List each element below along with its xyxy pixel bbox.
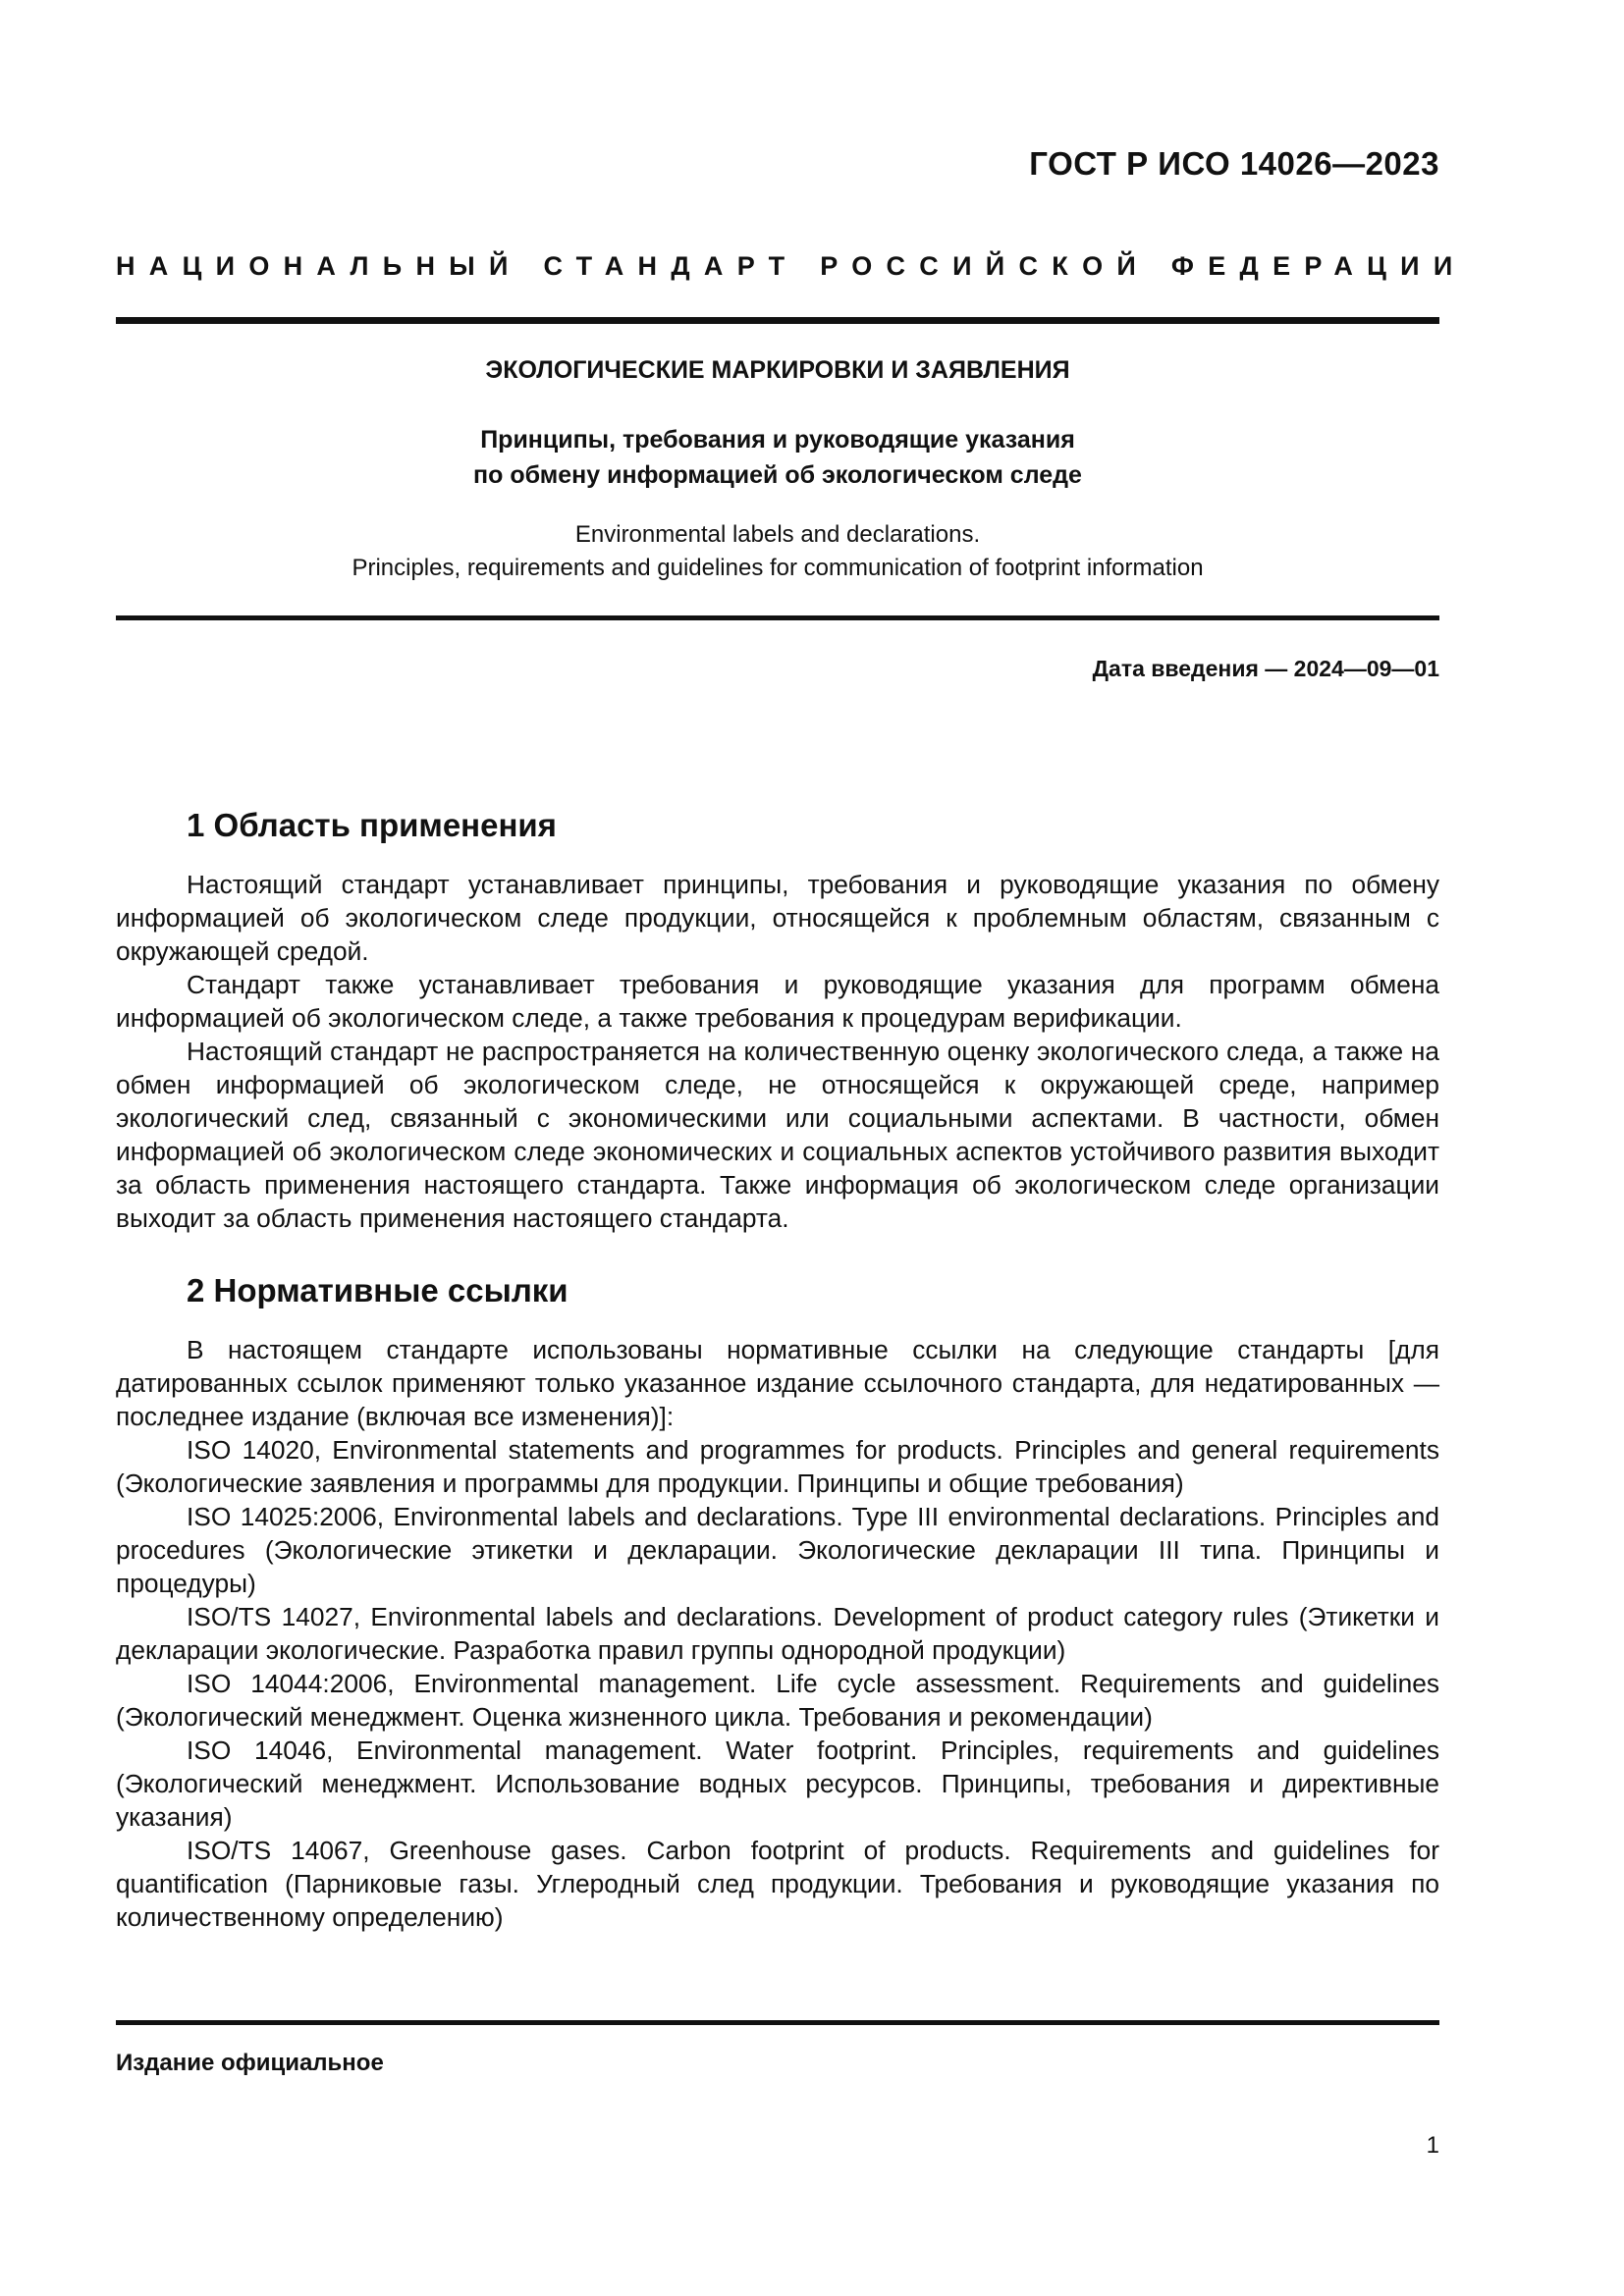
section-1-paragraph: Настоящий стандарт устанавливает принципы, требования и руководящие указания по обмену информацией об экологическом следе продукции, относящейся к проблемным областям, связанным с окружающей средой.: [116, 870, 1439, 966]
subtitle-line-1: Принципы, требования и руководящие указания: [480, 426, 1075, 454]
normative-reference: ISO 14020, Environmental statements and programmes for products. Principles and general requirements (Экологические заявления и программы для продукции. Принципы и общие требования): [116, 1435, 1439, 1498]
normative-reference: ISO/TS 14027, Environmental labels and declarations. Development of product category rules (Этикетки и декларации экологические. Разработка правил группы однородной продукции): [116, 1602, 1439, 1665]
page-number: 1: [1426, 2132, 1439, 2159]
document-number: ГОСТ Р ИСО 14026—2023: [1029, 145, 1439, 182]
title-rule: [116, 615, 1439, 620]
footer-rule: [116, 2020, 1439, 2025]
section-1-paragraph: Настоящий стандарт не распространяется на количественную оценку экологического следа, а также на обмен информацией об экологическом следе, не относящейся к окружающей среде, например экологический след, связанный с экономическими или социальными аспектами. В частности, обмен информацией об экологическом следе экономических и социальных аспектов устойчивого развития выходит за область применения настоящего стандарта. Также информация об экологическом следе организации выходит за область применения настоящего стандарта.: [116, 1037, 1439, 1233]
normative-reference: ISO 14044:2006, Environmental management. Life cycle assessment. Requirements and guidelines (Экологический менеджмент. Оценка жизненного цикла. Требования и рекомендации): [116, 1669, 1439, 1732]
section-2-body: [116, 1333, 1439, 1934]
normative-reference: ISO 14025:2006, Environmental labels and declarations. Type III environmental declarations. Principles and procedures (Экологические этикетки и декларации. Экологические декларации III типа. Принципы и процедуры): [116, 1502, 1439, 1598]
introduction-date: Дата введения — 2024—09—01: [1092, 656, 1439, 681]
normative-reference: ISO 14046, Environmental management. Water footprint. Principles, requirements and guidelines (Экологический менеджмент. Использование водных ресурсов. Принципы, требования и директивные указания): [116, 1735, 1439, 1832]
subtitle-line-2: по обмену информацией об экологическом следе: [473, 461, 1082, 489]
header-rule: [116, 317, 1439, 324]
english-title: [116, 518, 1439, 585]
standard-type-heading: НАЦИОНАЛЬНЫЙ СТАНДАРТ РОССИЙСКОЙ ФЕДЕРАЦИИ: [116, 251, 1467, 281]
document-subtitle: [116, 422, 1439, 493]
normative-reference: ISO/TS 14067, Greenhouse gases. Carbon footprint of products. Requirements and guidelines for quantification (Парниковые газы. Углеродный след продукции. Требования и руководящие указания по количественному определению): [116, 1836, 1439, 1932]
section-1-heading: 1 Область применения: [187, 807, 557, 843]
section-1-paragraph: Стандарт также устанавливает требования и руководящие указания для программ обмена информацией об экологическом следе, а также требования к процедурам верификации.: [116, 970, 1439, 1033]
section-1-body: [116, 868, 1439, 1235]
english-title-line-1: Environmental labels and declarations.: [574, 521, 981, 548]
english-title-line-2: Principles, requirements and guidelines for communication of footprint information: [352, 555, 1204, 581]
edition-label: Издание официальное: [116, 2050, 384, 2076]
document-title: ЭКОЛОГИЧЕСКИЕ МАРКИРОВКИ И ЗАЯВЛЕНИЯ: [485, 356, 1070, 384]
section-2-heading: 2 Нормативные ссылки: [187, 1272, 568, 1308]
section-2-paragraph: В настоящем стандарте использованы нормативные ссылки на следующие стандарты [для датированных ссылок применяют только указанное издание ссылочного стандарта, для недатированных — последнее издание (включая все изменения)]:: [116, 1335, 1439, 1431]
